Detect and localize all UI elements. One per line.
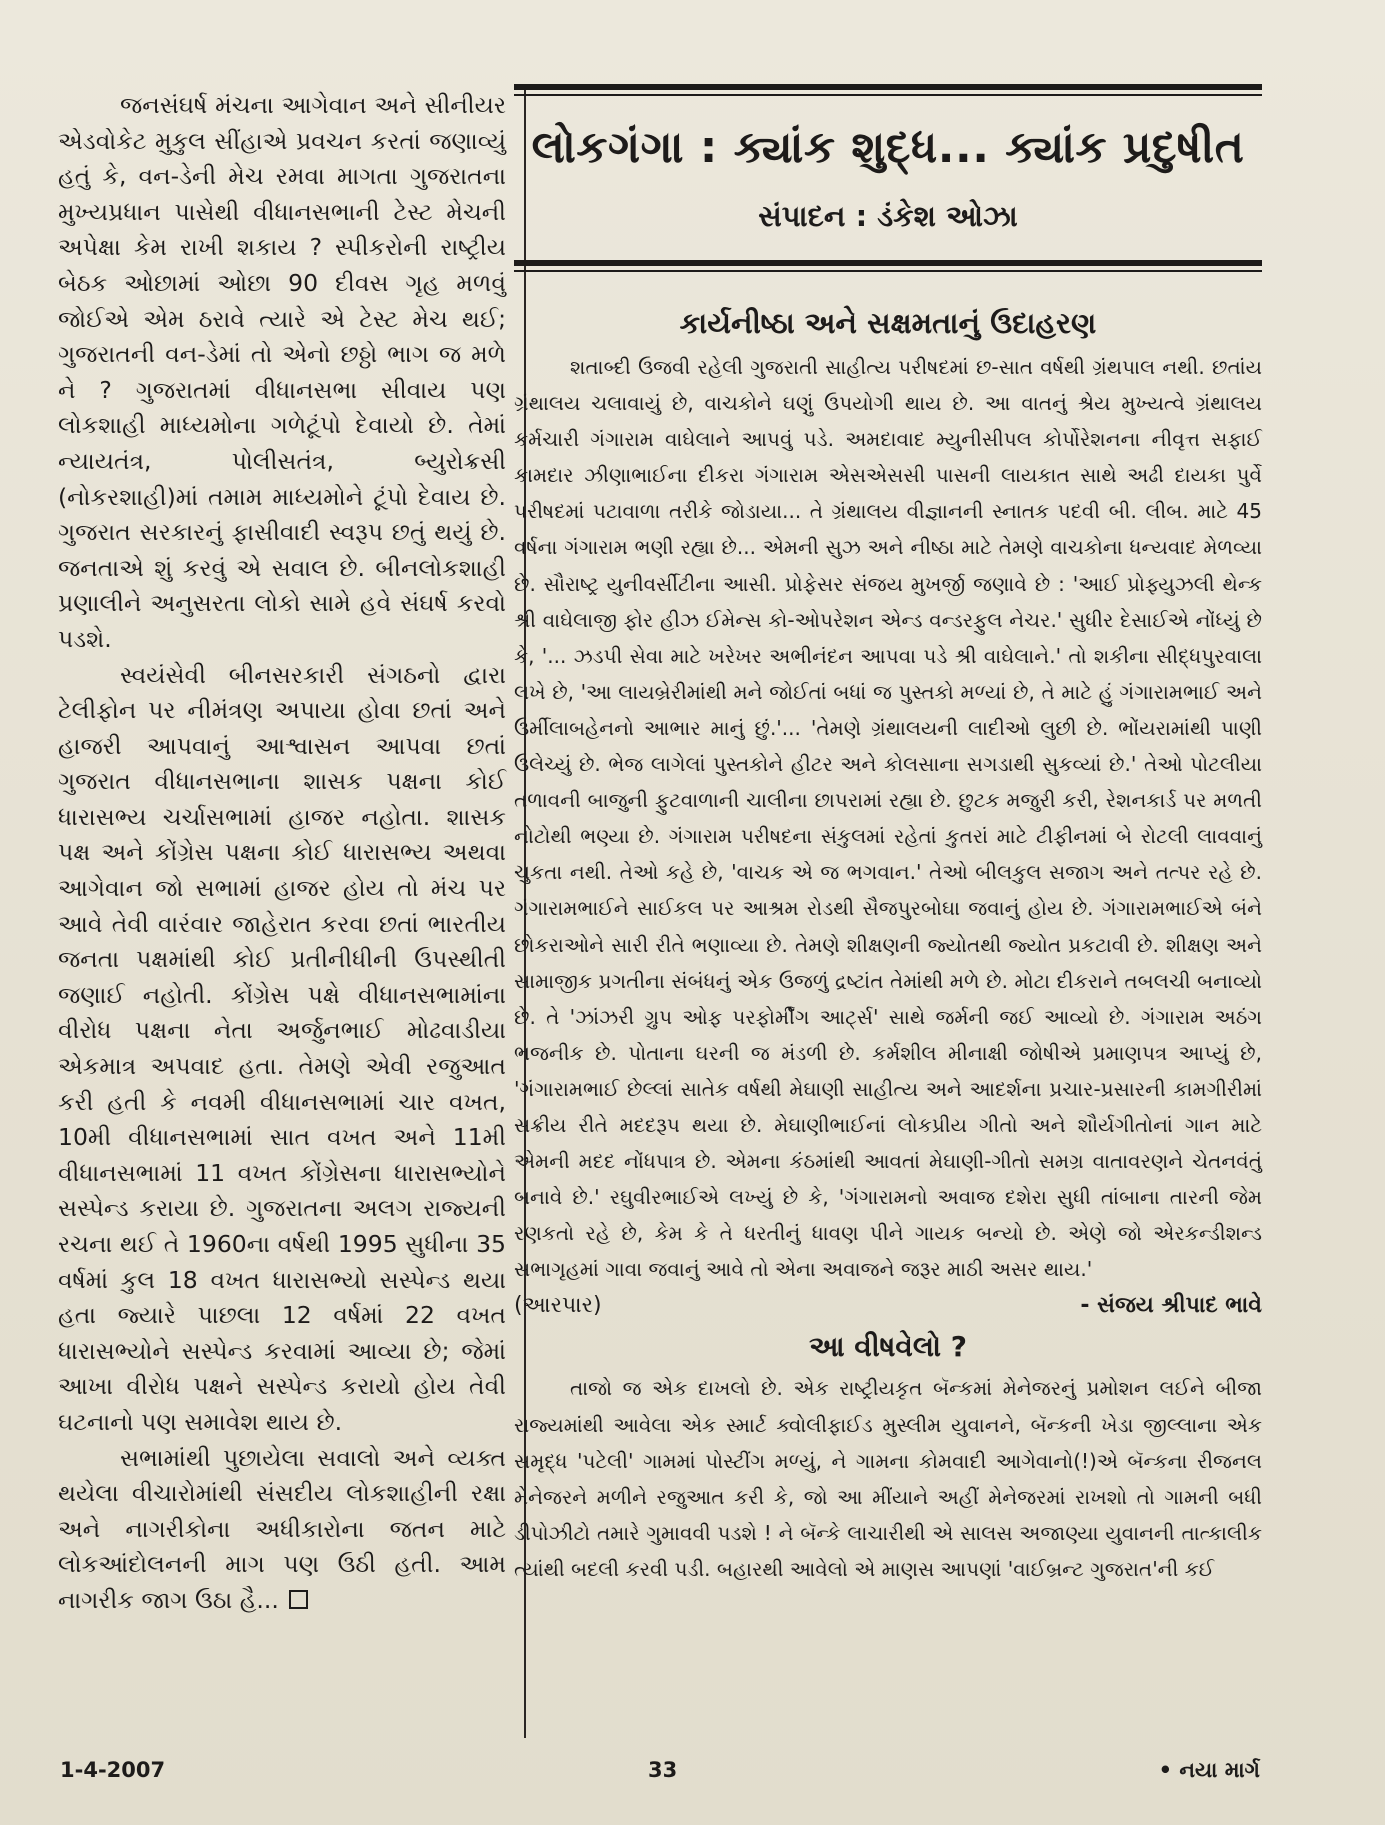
header-rule-bottom-thin xyxy=(514,270,1262,272)
article-1-title: કાર્યનીષ્ઠા અને સક્ષમતાનું ઉદાહરણ xyxy=(679,306,1097,340)
editor-credit: સંપાદન : ડંકેશ ઓઝા xyxy=(758,199,1018,233)
issue-date: 1-4-2007 xyxy=(60,1758,166,1782)
end-mark-icon xyxy=(289,1590,308,1609)
article-2-body xyxy=(514,1370,1262,1587)
page-number: 33 xyxy=(648,1758,678,1782)
header-rule-top xyxy=(514,84,1262,90)
article-2-paragraph: તાજો જ એક દાખલો છે. એક રાષ્ટ્રીયકૃત બૅન્કમાં મેનેજરનું પ્રમોશન લઈને બીજા રાજ્યમાંથી આવેલા એક સ્માર્ટ ક્વોલીફાઈડ મુસ્લીમ યુવાનને, બૅન્કની ખેડા જીલ્લાના એક સમૃદ્ધ 'પટેલી' ગામમાં પોસ્ટીંગ મળ્યું, ને ગામના કોમવાદી આગેવાનો(!)એ બૅન્કના રીજનલ મેનેજરને મળીને રજુઆત કરી કે, જો આ મીંયાને અહીં મેનેજરમાં રાખશો તો ગામની બધી ડીપોઝીટો તમારે ગુમાવવી પડશે ! ને બૅન્કે લાચારીથી એ સાલસ અજાણ્યા યુવાનની તાત્કાલીક ત્યાંથી બદલી કરવી પડી. બહારથી આવેલો એ માણસ આપણાં 'વાઈબ્રન્ટ ગુજરાત'ની કઈ xyxy=(514,1376,1262,1581)
header-rule-top-thin xyxy=(514,94,1262,96)
page-headline: લોકગંગા : ક્યાંક શુદ્ધ... ક્યાંક પ્રદુષીત xyxy=(531,122,1245,173)
article-1-body xyxy=(514,349,1262,1287)
left-paragraph-2: સ્વયંસેવી બીનસરકારી સંગઠનો દ્વારા ટેલીફોન પર નીમંત્રણ અપાયા હોવા છતાં અને હાજરી આપવાનું આશ્વાસન આપવા છતાં ગુજરાત વીધાનસભાના શાસક પક્ષના કોઈ ધારાસભ્ય ચર્ચાસભામાં હાજર નહોતા. શાસક પક્ષ અને કોંગ્રેસ પક્ષના કોઈ ધારાસભ્ય અથવા આગેવાન જો સભામાં હાજર હોય તો મંચ પર આવે તેવી વારંવાર જાહેરાત કરવા છતાં ભારતીય જનતા પક્ષમાંથી કોઈ પ્રતીનીધીની ઉપસ્થીતી જણાઈ નહોતી. કોંગ્રેસ પક્ષે વીધાનસભામાંના વીરોધ પક્ષના નેતા અર્જુનભાઈ મોઢવાડીયા એકમાત્ર અપવાદ હતા. તેમણે એવી રજુઆત કરી હતી કે નવમી વીધાનસભામાં ચાર વખત, 10મી વીધાનસભામાં સાત વખત અને 11મી વીધાનસભામાં 11 વખત કોંગ્રેસના ધારાસભ્યોને સસ્પેન્ડ કરાયા છે. ગુજરાતના અલગ રાજ્યની રચના થઈ તે 1960ના વર્ષથી 1995 સુધીના 35 વર્ષમાં કુલ 18 વખત ધારાસભ્યો સસ્પેન્ડ થયા હતા જ્યારે પાછલા 12 વર્ષમાં 22 વખત ધારાસભ્યોને સસ્પેન્ડ કરવામાં આવ્યા છે; જેમાં આખા વીરોધ પક્ષને સસ્પેન્ડ કરાયો હોય તેવી ઘટનાનો પણ સમાવેશ થાય છે. xyxy=(58,660,506,1436)
header-rule-bottom xyxy=(514,260,1262,266)
left-paragraph-3-text: સભામાંથી પુછાયેલા સવાલો અને વ્યક્ત થયેલા વીચારોમાંથી સંસદીય લોકશાહીની રક્ષા અને નાગરીકોના અધીકારોના જતન માટે લોકઆંદોલનની માગ પણ ઉઠી હતી. આમ નાગરીક જાગ ઉઠા હૈ... xyxy=(58,1443,506,1614)
left-paragraph-3 xyxy=(58,1441,506,1619)
left-paragraph-1: જનસંઘર્ષ મંચના આગેવાન અને સીનીયર એડવોકેટ મુકુલ સીંહાએ પ્રવચન કરતાં જણાવ્યું હતું કે, વન-ડેની મેચ રમવા માગતા ગુજરાતના મુખ્યપ્રધાન પાસેથી વીધાનસભાની ટેસ્ટ મેચની અપેક્ષા કેમ રાખી શકાય ? સ્પીકરોની રાષ્ટ્રીય બેઠક ઓછામાં ઓછા 90 દીવસ ગૃહ મળવું જોઈએ એમ ઠરાવે ત્યારે એ ટેસ્ટ મેચ થઈ; ગુજરાતની વન-ડેમાં તો એનો છઠ્ઠો ભાગ જ મળે ને ? ગુજરાતમાં વીધાનસભા સીવાય પણ લોકશાહી માધ્યમોના ગળેટૂંપો દેવાયો છે. તેમાં ન્યાયતંત્ર, પોલીસતંત્ર, બ્યુરોક્રસી (નોકરશાહી)માં તમામ માધ્યમોને ટૂંપો દેવાય છે. ગુજરાત સરકારનું ફાસીવાદી સ્વરૂપ છતું થયું છે. જનતાએ શું કરવું એ સવાલ છે. બીનલોકશાહી પ્રણાલીને અનુસરતા લોકો સામે હવે સંઘર્ષ કરવો પડશે. xyxy=(58,91,506,653)
article-1-source: (આરપાર) xyxy=(514,1293,602,1319)
article-1-author: - સંજય શ્રીપાદ ભાવે xyxy=(1080,1293,1262,1319)
article-2-title: આ વીષવેલો ? xyxy=(808,1330,968,1364)
article-1-paragraph: શતાબ્દી ઉજવી રહેલી ગુજરાતી સાહીત્ય પરીષદમાં છ-સાત વર્ષથી ગ્રંથપાલ નથી. છતાંય ગ્રંથાલય ચલાવાયું છે, વાચકોને ઘણું ઉપયોગી થાય છે. આ વાતનું શ્રેય મુખ્યત્વે ગ્રંથાલય કર્મચારી ગંગારામ વાઘેલાને આપવું પડે. અમદાવાદ મ્યુનીસીપલ કોર્પોરેશનના નીવૃત્ત સફાઈ કામદાર ઝીણાભાઈના દીકરા ગંગારામ એસએસસી પાસની લાયકાત સાથે અઢી દાયકા પુર્વે પરીષદમાં પટાવાળા તરીકે જોડાયા... તે ગ્રંથાલય વીજ્ઞાનની સ્નાતક પદવી બી. લીબ. માટે 45 વર્ષના ગંગારામ ભણી રહ્યા છે... એમની સુઝ અને નીષ્ઠા માટે તેમણે વાચકોના ધન્યવાદ મેળવ્યા છે. સૌરાષ્ટ્ર યુનીવર્સીટીના આસી. પ્રોફેસર સંજય મુખર્જી જણાવે છે : 'આઈ પ્રોફ્યુઝલી થેન્ક શ્રી વાઘેલાજી ફોર હીઝ ઈમેન્સ કો-ઓપરેશન એન્ડ વન્ડરફુલ નેચર.' સુધીર દેસાઈએ નોંધ્યું છે કે, '... ઝડપી સેવા માટે ખરેખર અભીનંદન આપવા પડે શ્રી વાઘેલાને.' તો શકીના સીદ્ધપુરવાલા લખે છે, 'આ લાયબ્રેરીમાંથી મને જોઈતાં બધાં જ પુસ્તકો મળ્યાં છે, તે માટે હું ગંગારામભાઈ અને ઉર્મીલાબહેનનો આભાર માનું છું.'... 'તેમણે ગ્રંથાલયની લાદીઓ લુછી છે. ભોંયરામાંથી પાણી ઉલેચ્યું છે. ભેજ લાગેલાં પુસ્તકોને હીટર અને કોલસાના સગડાથી સુકવ્યાં છે.' તેઓ પોટલીયા તળાવની બાજુની ફુટવાળાની ચાલીના છાપરામાં રહ્યા છે. છુટક મજુરી કરી, રેશનકાર્ડ પર મળતી નોટોથી ભણ્યા છે. ગંગારામ પરીષદના સંકુલમાં રહેતાં કુતરાં માટે ટીફીનમાં બે રોટલી લાવવાનું ચુકતા નથી. તેઓ કહે છે, 'વાચક એ જ ભગવાન.' તેઓ બીલકુલ સજાગ અને તત્પર રહે છે. ગંગારામભાઈને સાઈકલ પર આશ્રમ રોડથી સૈજપુરબોઘા જવાનું હોય છે. ગંગારામભાઈએ બંને છોકરાઓને સારી રીતે ભણાવ્યા છે. તેમણે શીક્ષણની જ્યોતથી જ્યોત પ્રકટાવી છે. શીક્ષણ અને સામાજીક પ્રગતીના સંબંધનું એક ઉજળું દ્રષ્ટાંત તેમાંથી મળે છે. મોટા દીકરાને તબલચી બનાવ્યો છે. તે 'ઝાંઝરી ગ્રુપ ઓફ પરફોર્મીંગ આર્ટ્સ' સાથે જર્મની જઈ આવ્યો છે. ગંગારામ અઠંગ ભજનીક છે. પોતાના ઘરની જ મંડળી છે. કર્મશીલ મીનાક્ષી જોષીએ પ્રમાણપત્ર આપ્યું છે, 'ગંગારામભાઈ છેલ્લાં સાતેક વર્ષથી મેઘાણી સાહીત્ય અને આદર્શના પ્રચાર-પ્રસારની કામગીરીમાં સક્રીય રીતે મદદરૂપ થયા છે. મેઘાણીભાઈનાં લોકપ્રીય ગીતો અને શૌર્યગીતોનાં ગાન માટે એમની મદદ નોંધપાત્ર છે. એમના કંઠમાંથી આવતાં મેઘાણી-ગીતો સમગ્ર વાતાવરણને ચેતનવંતું બનાવે છે.' રઘુવીરભાઈએ લખ્યું છે કે, 'ગંગારામનો અવાજ દશેરા સુધી તાંબાના તારની જેમ રણકતો રહે છે, કેમ કે તે ધરતીનું ધાવણ પીને ગાયક બન્યો છે. એણે જો એરકન્ડીશન્ડ સભાગૃહમાં ગાવા જવાનું આવે તો એના અવાજને જરૂર માઠી અસર થાય.' xyxy=(514,355,1262,1282)
magazine-name: • નયા માર્ગ xyxy=(1158,1758,1260,1782)
left-column xyxy=(58,88,506,1619)
right-column xyxy=(514,84,1262,1587)
article-1-credits xyxy=(514,1293,1262,1318)
